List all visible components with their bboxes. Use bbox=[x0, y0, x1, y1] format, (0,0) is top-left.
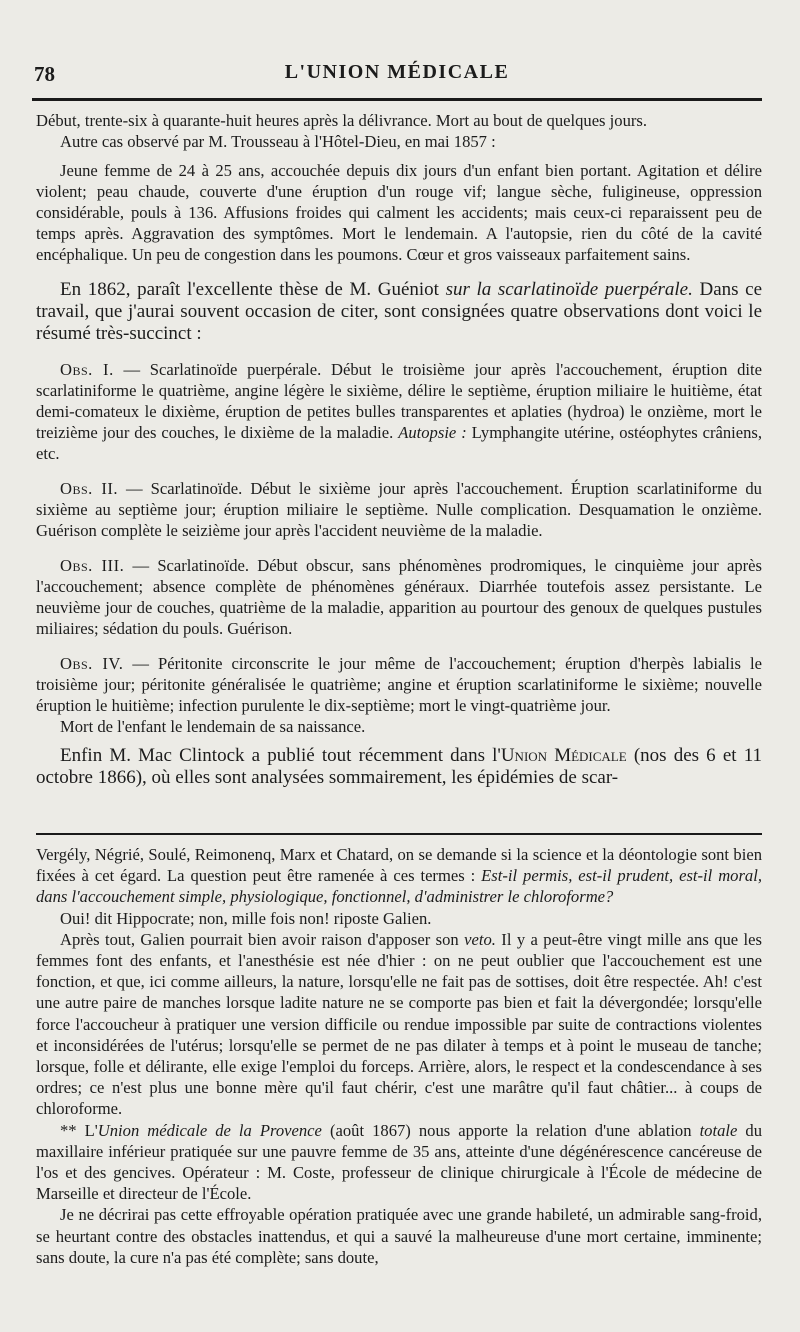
text-run: Il y a peut-être vingt mille ans que les femmes font des enfants, et l'anesthésie est née d'hier : on ne peut oublier que l'accouchement est une fonction, et que, ici comme ailleurs, la nature, lorsqu'elle ne fait pas de sottises, doit être respectée. Ah! c'est une autre paire de manches lorsque ladite nature ne se comporte pas bien et fait la dévergondée; lorsqu'elle force l'accoucheur à pratiquer une version difficile ou rendue impossible par suite de contractions violentes et inconsidérées de l'utérus; lorsqu'elle se permet de ne pas dilater à temps et à point le museau de tanche; lorsque, folle et délirante, elle exige l'emploi du forceps. Arrière, alors, le respect et la condescendance à ses ordres; ce n'est plus une bonne mère qu'il faut chérir, c'est une marâtre qu'il faut châtier... à coups de chloroforme. bbox=[36, 929, 762, 1119]
running-title: L'UNION MÉDICALE bbox=[284, 61, 510, 83]
observation-label: Obs. II. bbox=[60, 479, 119, 498]
spacer bbox=[36, 152, 762, 160]
text-run: du maxillaire inférieur pratiquée sur une pauvre femme de 35 ans, atteinte d'une dégénérescence cancéreuse de l'os et des gencives. Opérateur : M. Coste, professeur de clinique chirurgicale à l'École de médecine de Marseille et directeur de l'École. bbox=[36, 1120, 762, 1204]
paragraph-gueniot bbox=[36, 279, 762, 345]
paragraph-mac-clintock bbox=[36, 745, 762, 789]
text-run: (nos des 6 et 11 octobre 1866), où elles sont analysées sommairement, les épidémies de scar- bbox=[36, 745, 762, 788]
observation-2 bbox=[36, 478, 762, 541]
observation-3 bbox=[36, 555, 762, 639]
text-run: — Péritonite circonscrite le jour même de l'accouchement; éruption d'herpès labialis le troisième jour; péritonite généralisée le quatrième; angine et éruption scarlatiniforme le sixième; nouvelle éruption le huitième; infection purulente le dix-septième; mort le vingt-quatrième jour. bbox=[36, 654, 762, 715]
page-number: 78 bbox=[34, 62, 55, 86]
text-run: En 1862, paraît l'excellente thèse de M. Guéniot bbox=[60, 279, 446, 300]
text-run: — Scarlatinoïde. Début le sixième jour après l'accouchement. Éruption scarlatiniforme du sixième au septième jour; éruption miliaire le septième. Nulle complication. Desquamation le onzième. Guérison complète le seizième jour après l'accident neuvième de la maladie. bbox=[36, 479, 762, 540]
question-text: Est-il permis, est-il prudent, est-il moral, dans l'accouchement simple, physiologique, fonctionnel, d'administrer le chloroforme? bbox=[36, 866, 762, 907]
spacer bbox=[36, 345, 762, 353]
spacer bbox=[36, 265, 762, 279]
observation-label: Obs. III. bbox=[60, 556, 125, 575]
section-rule bbox=[36, 833, 762, 835]
emphasis-word: totale bbox=[699, 1120, 738, 1140]
text-run: ** L' bbox=[60, 1120, 98, 1140]
thesis-title: sur la scarlatinoïde puerpérale. bbox=[445, 279, 693, 300]
paragraph: Mort de l'enfant le lendemain de sa naissance. bbox=[60, 717, 366, 736]
paragraph bbox=[36, 844, 762, 908]
text-run: Enfin M. Mac Clintock a publié tout récemment dans l' bbox=[60, 745, 501, 766]
paragraph bbox=[36, 929, 762, 1120]
text-run: Vergély, Négrié, Soulé, Reimonenq, Marx et Chatard, on se demande si la science et la déontologie sont bien fixées à cet égard. La question peut être ramenée à ces termes : bbox=[36, 845, 762, 886]
text-run: — Scarlatinoïde. Début obscur, sans phénomènes prodromiques, le cinquième jour après l'accouchement; absence complète de phénomènes généraux. Diarrhée toutefois assez persistante. Le neuvième jour de couches, quatrième de la maladie, apparition au pourtour des genoux de quelques pustules miliaires; sédation du pouls. Guérison. bbox=[36, 556, 762, 638]
observation-label: Obs. IV. bbox=[60, 654, 124, 673]
text-run: Lymphangite utérine, ostéophytes crâniens, etc. bbox=[36, 423, 763, 463]
paragraph: Autre cas observé par M. Trousseau à l'Hôtel-Dieu, en mai 1857 : bbox=[60, 132, 496, 151]
spacer bbox=[36, 464, 762, 472]
text-run: Dans ce travail, que j'aurai souvent occasion de citer, sont consignées quatre observations dont voici le résumé très-succinct : bbox=[36, 279, 763, 344]
paragraph: Début, trente-six à quarante-huit heures après la délivrance. Mort au bout de quelques jours. bbox=[36, 111, 647, 130]
journal-name: Union médicale de la Provence bbox=[97, 1120, 322, 1140]
veto-word: veto. bbox=[464, 929, 496, 949]
spacer bbox=[36, 737, 762, 745]
text-run: — Scarlatinoïde puerpérale. Début le troisième jour après l'accouchement, éruption dite scarlatiniforme le quatrième, angine légère le sixième, délire le septième, éruption miliaire le huitième, état demi-comateux le dixième, éruption de petites bulles transparentes et aplaties (hydroa) le onzième, mort le treizième jour des couches, le dixième de la maladie. bbox=[36, 360, 762, 442]
spacer bbox=[36, 639, 762, 647]
observation-label: Obs. I. bbox=[60, 360, 114, 379]
paragraph: Je ne décrirai pas cette effroyable opération pratiquée avec une grande habileté, un admirable sang-froid, se heurtant contre des obstacles inattendus, et qui a sauvé la malheureuse d'une mort certaine, imminente; sans doute, la cure n'a pas été complète; sans doute, bbox=[36, 1205, 762, 1267]
header-rule bbox=[32, 98, 762, 101]
text-run: (août 1867) nous apporte la relation d'une ablation bbox=[321, 1120, 700, 1140]
autopsy-label: Autopsie : bbox=[398, 423, 467, 442]
text-run: Après tout, Galien pourrait bien avoir raison d'apposer son bbox=[60, 929, 465, 949]
case-description: Jeune femme de 24 à 25 ans, accouchée depuis dix jours d'un enfant bien portant. Agitation et délire violent; peau chaude, couverte d'une éruption d'un rouge vif; langue sèche, fuligineuse, oppression considérable, pouls à 136. Affusions froides qui calment les accidents; mais ceux-ci reparaissent peu de temps après. Aggravation des symptômes. Mort le lendemain. A l'autopsie, rien du côté de la cavité encéphalique. Un peu de congestion dans les poumons. Cœur et gros vaisseaux parfaitement sains. bbox=[36, 161, 762, 264]
spacer bbox=[36, 541, 762, 549]
page-header bbox=[32, 58, 762, 92]
observation-4 bbox=[36, 653, 762, 716]
paragraph: Oui! dit Hippocrate; non, mille fois non! riposte Galien. bbox=[60, 908, 432, 928]
observation-1 bbox=[36, 359, 762, 464]
journal-name: Union Médicale bbox=[500, 745, 627, 766]
bottom-section bbox=[36, 844, 762, 1268]
paragraph bbox=[36, 1120, 762, 1205]
top-section bbox=[36, 110, 762, 789]
